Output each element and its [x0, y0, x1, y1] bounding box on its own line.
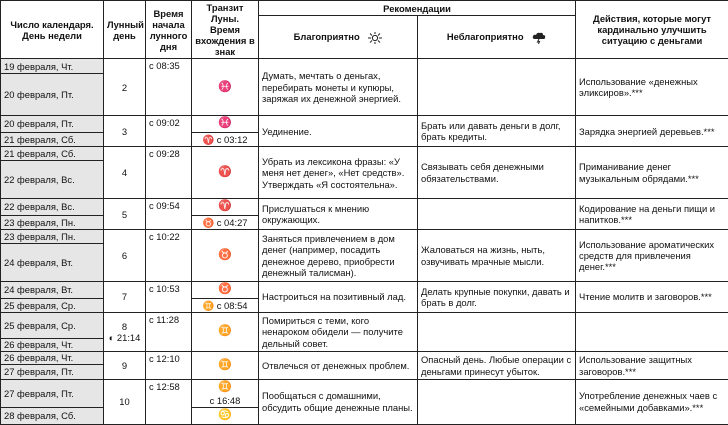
date-cell: 25 февраля, Ср. [1, 298, 104, 312]
transit-time: с 16:48 [209, 394, 241, 406]
unfavorable-cell [418, 313, 576, 352]
date-cell: 24 февраля, Вт. [1, 282, 104, 298]
date-cell: 19 февраля, Чт. [1, 59, 104, 74]
transit-cell [192, 380, 259, 408]
start-time-cell: с 09:54 [146, 199, 192, 230]
lunar-day-cell: 9 [104, 352, 146, 380]
header-unfavorable [418, 16, 576, 59]
transit-cell: ♊ с 08:54 [192, 298, 259, 312]
start-time-cell: с 11:28 [146, 313, 192, 352]
lunar-day-cell: 3 [104, 116, 146, 147]
date-cell: 25 февраля, Ср. [1, 313, 104, 339]
action-cell [576, 313, 728, 352]
transit-cell: ♉ с 04:27 [192, 215, 259, 229]
favorable-cell: Прислушаться к мнению окружающих. [259, 199, 418, 230]
header-recommendations: Рекомендации [259, 1, 576, 16]
date-cell: 27 февраля, Пт. [1, 365, 104, 380]
action-cell: Использование «денежных эликсиров».*** [576, 59, 728, 116]
unfavorable-cell: Связывать себя денежными обязательствами. [418, 147, 576, 199]
favorable-cell: Уединение. [259, 116, 418, 147]
header-favorable [259, 16, 418, 59]
start-time-cell: с 12:10 [146, 352, 192, 380]
favorable-cell: Убрать из лексикона фразы: «У меня нет денег», «Нет средств». Утверждать «Я состоятельна». [259, 147, 418, 199]
header-start-time: Время начала лунного дня [146, 1, 192, 59]
lunar-day-cell [104, 313, 146, 352]
transit-cell: ♉ [192, 230, 259, 282]
transit-cell: ♓ [192, 116, 259, 132]
date-cell: 27 февраля, Пт. [1, 380, 104, 408]
action-cell: Приманивание денег музыкальным обрядами.*** [576, 147, 728, 199]
date-cell: 23 февраля, Пн. [1, 230, 104, 244]
header-date: Число календаря. День недели [1, 1, 104, 59]
transit-sign: ♊ [218, 381, 232, 394]
transit-cell: ♋ [192, 408, 259, 424]
date-cell: 20 февраля, Пт. [1, 74, 104, 116]
lunar-day-cell: 4 [104, 147, 146, 199]
action-cell: Зарядка энергией деревьев.*** [576, 116, 728, 147]
lunar-day-cell: 7 [104, 282, 146, 313]
unfavorable-cell [418, 380, 576, 424]
start-time-cell: с 08:35 [146, 59, 192, 116]
date-cell: 26 февраля, Чт. [1, 339, 104, 352]
lunar-day-cell: 2 [104, 59, 146, 116]
transit-cell: ♈ с 03:12 [192, 132, 259, 146]
date-cell: 22 февраля, Вс. [1, 199, 104, 215]
favorable-cell: Заняться привлечением в дом денег (например, посадить денежное дерево, приобрести денежный талисман). [259, 230, 418, 282]
action-cell: Кодирование на деньги пищи и напитков.*** [576, 199, 728, 230]
lunar-day-cell: 6 [104, 230, 146, 282]
unfavorable-cell [418, 59, 576, 116]
header-lunar-day: Лунный день [104, 1, 146, 59]
date-cell: 21 февраля, Сб. [1, 147, 104, 161]
unfavorable-cell: Брать или давать деньги в долг, брать кредиты. [418, 116, 576, 147]
date-cell: 26 февраля, Чт. [1, 352, 104, 365]
date-cell: 22 февраля, Вс. [1, 161, 104, 199]
date-cell: 28 февраля, Сб. [1, 408, 104, 424]
date-cell: 24 февраля, Вт. [1, 244, 104, 282]
lunar-day-number: 8 [121, 320, 128, 332]
header-favorable-label: Благоприятно [293, 31, 360, 43]
transit-cell: ♊ [192, 313, 259, 352]
unfavorable-cell: Делать крупные покупки, давать и брать в долг. [418, 282, 576, 313]
unfavorable-cell [418, 199, 576, 230]
favorable-cell: Помириться с теми, кого ненароком обидели — получите дельный совет. [259, 313, 418, 352]
start-time-cell: с 12:58 [146, 380, 192, 424]
lunar-day-cell: 10 [104, 380, 146, 424]
transit-cell: ♉ [192, 282, 259, 298]
favorable-cell: Пообщаться с домашними, обсудить общие денежные планы. [259, 380, 418, 424]
favorable-cell: Отвлечься от денежных проблем. [259, 352, 418, 380]
action-cell: Использование ароматических средств для привлечения денег.*** [576, 230, 728, 282]
start-time-cell: с 10:22 [146, 230, 192, 282]
action-cell: Использование защитных заговоров.*** [576, 352, 728, 380]
transit-cell: ♓ [192, 59, 259, 116]
date-cell: 20 февраля, Пт. [1, 116, 104, 132]
header-transit: Транзит Луны. Время вхождения в знак [192, 1, 259, 59]
header-unfavorable-label: Неблагоприятно [446, 31, 524, 43]
action-cell: Чтение молитв и заговоров.*** [576, 282, 728, 313]
unfavorable-cell: Опасный день. Любые операции с деньгами принесут убыток. [418, 352, 576, 380]
moon-phase-time: ◐ 21:14 [108, 332, 141, 344]
transit-cell: ♈ [192, 199, 259, 215]
favorable-cell: Думать, мечтать о деньгах, перебирать монеты и купюры, заряжая их денежной энергией. [259, 59, 418, 116]
unfavorable-cell: Жаловаться на жизнь, ныть, озвучивать мрачные мысли. [418, 230, 576, 282]
start-time-cell: с 10:53 [146, 282, 192, 313]
sun-icon [368, 32, 382, 44]
favorable-cell: Настроиться на позитивный лад. [259, 282, 418, 313]
start-time-cell: с 09:28 [146, 147, 192, 199]
transit-cell: ♈ [192, 147, 259, 199]
header-actions: Действия, которые могут кардинально улучшить ситуацию с деньгами [576, 1, 728, 59]
start-time-cell: с 09:02 [146, 116, 192, 147]
storm-cloud-icon [532, 32, 546, 44]
date-cell: 21 февраля, Сб. [1, 132, 104, 146]
lunar-day-cell: 5 [104, 199, 146, 230]
date-cell: 23 февраля, Пн. [1, 215, 104, 229]
transit-cell: ♊ [192, 352, 259, 380]
action-cell: Употребление денежных чаев с «семейными добавками».*** [576, 380, 728, 424]
